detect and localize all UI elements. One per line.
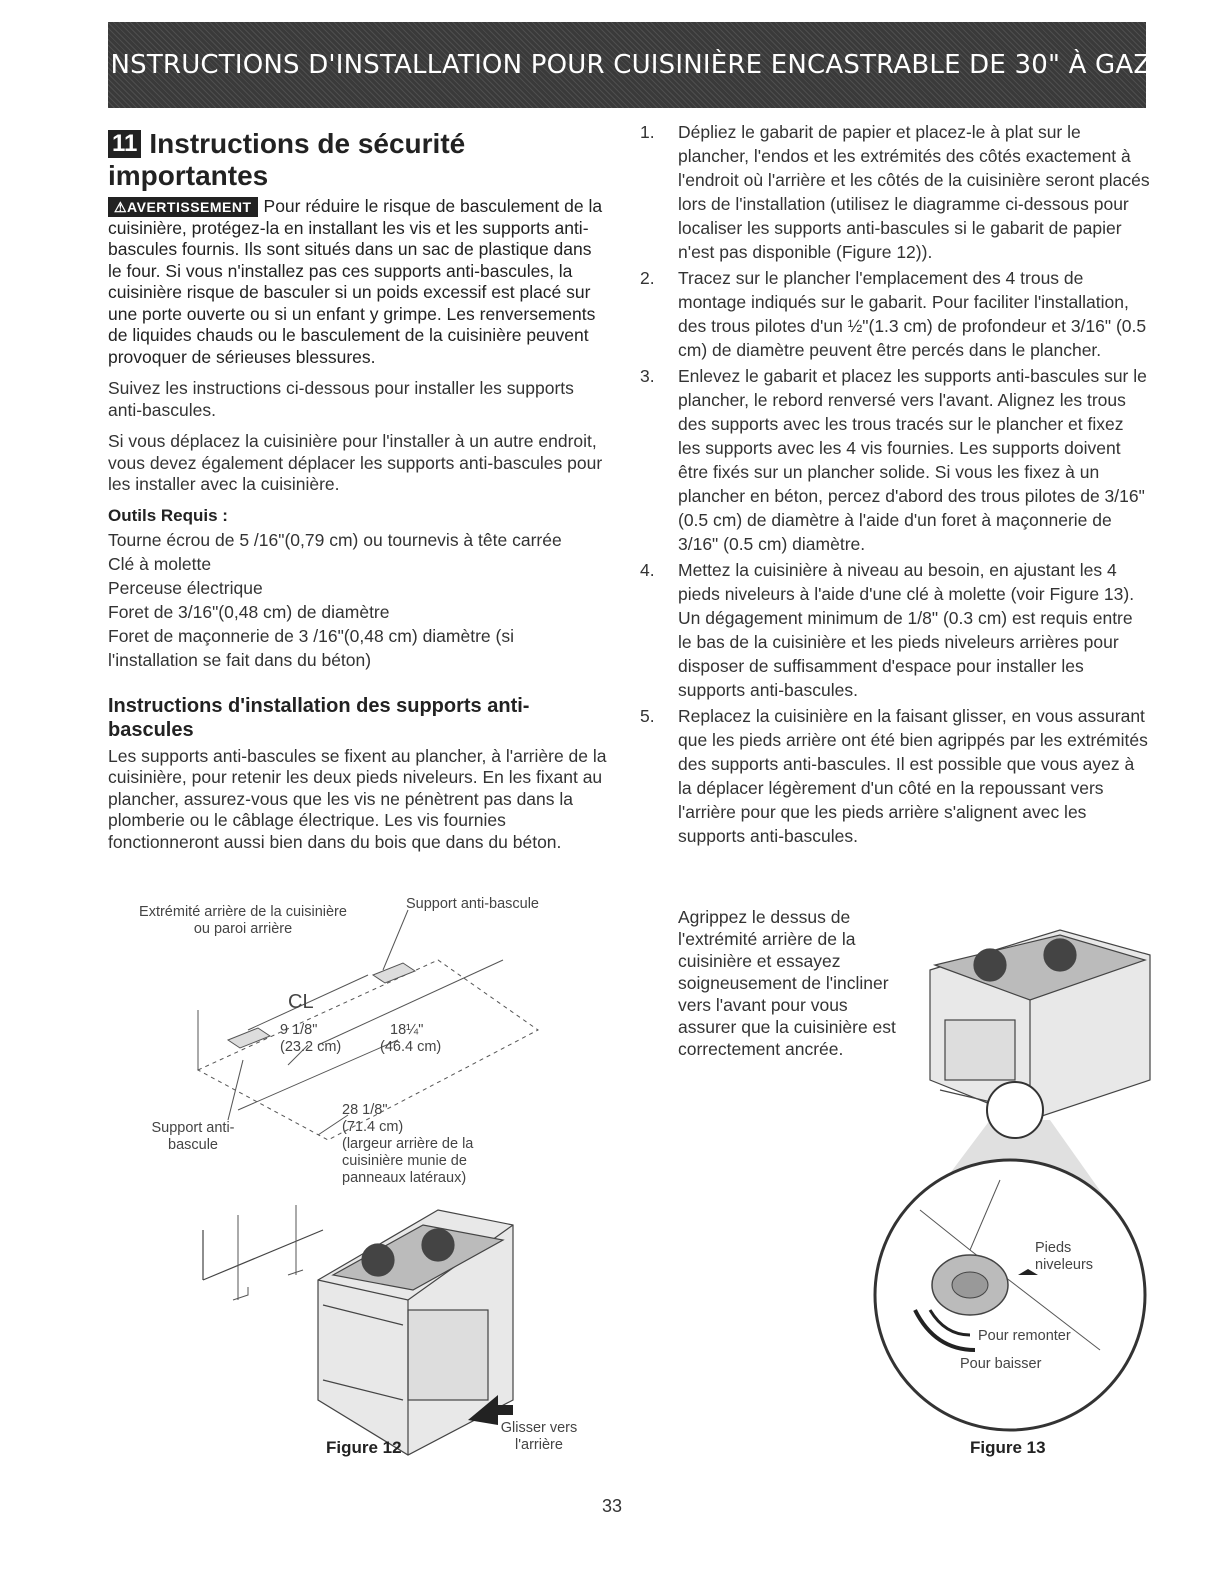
figure-12 [108, 880, 628, 1470]
label-slide: Glisser vers l'arrière [500, 1420, 578, 1453]
dim-1 [280, 1022, 341, 1056]
section-title-line1: Instructions de sécurité [149, 128, 466, 159]
label-up: Pour remonter [978, 1328, 1071, 1344]
steps-list [640, 120, 1150, 848]
warning-text: Pour réduire le risque de basculement de la cuisinière, protégez-la en installant les vis et les supports anti-bascules fournis. Ils sont situés dans un sac de plastique dans le four. Si vous n'installez pas ces supports anti-bascules, la cuisinière risque de basculer si un poids excessif est placé sur une porte ouverte ou si un enfant y grimpe. Les renversements de liquides chauds ou le basculement de la cuisinière peuvent provoquer de sérieuses blessures. [108, 196, 603, 367]
dim-2-in: 18¼" [390, 1022, 424, 1038]
label-down: Pour baisser [960, 1356, 1042, 1372]
dim-3 [342, 1102, 522, 1187]
left-column [108, 128, 608, 863]
dim-3-in: 28 1/8" [342, 1102, 388, 1118]
page-number: 33 [601, 1496, 623, 1516]
install-paragraph: Les supports anti-bascules se fixent au plancher, à l'arrière de la cuisinière, pour retenir les deux pieds niveleurs. En les fixant au plancher, assurez-vous que les vis ne pénètrent pas dans la plomberie ou le câblage électrique. Les vis fournies fonctionneront aussi bien dans du bois que dans du béton. [108, 745, 607, 852]
warning-paragraph [108, 196, 608, 368]
label-feet: Pieds niveleurs [1035, 1240, 1094, 1273]
tool-item: Foret de 3/16"(0,48 cm) de diamètre [108, 601, 390, 622]
tool-item: Tourne écrou de 5 /16"(0,79 cm) ou tournevis à tête carrée [108, 529, 562, 550]
intro-paragraph-1: Suivez les instructions ci-dessous pour installer les supports anti-bascules. [108, 378, 574, 420]
dim-1-in: 9 1/8" [280, 1022, 318, 1038]
page-banner [102, 22, 1152, 108]
list-item: 2. Tracez sur le plancher l'emplacement des 4 trous de montage indiqués sur le gabarit. Pour faciliter l'installation, des trous pilotes d'un ½"(1.3 cm) de profondeur et 3/16" (0.5 cm) de diamètre peuvent être percés dans le plancher. [640, 268, 1147, 360]
label-support-left: Support anti-bascule [151, 1120, 235, 1153]
figure-13-drawing [860, 910, 1160, 1470]
list-item: 1. Dépliez le gabarit de papier et placez-le à plat sur le plancher, l'endos et les extrémités des côtés exactement à l'endroit où l'arrière et les côtés de la cuisinière seront placés lors de l'installation (utilisez le diagramme ci-dessous pour localiser les supports anti-bascules si le gabarit de papier n'est pas disponible (Figure 12)). [640, 122, 1150, 262]
warning-badge: ⚠AVERTISSEMENT [108, 197, 258, 217]
tools-heading: Outils Requis : [108, 505, 228, 525]
list-item: 4. Mettez la cuisinière à niveau au besoin, en ajustant les 4 pieds niveleurs à l'aide d'une clé à molette (voir Figure 13). Un dégagement minimum de 1/8" (0.3 cm) est requis entre le bas de la cuisinière et les pieds niveleurs arrières pour disposer de suffisamment d'espace pour installer les supports anti-bascules. [640, 560, 1135, 700]
dim-3-cm: (71.4 cm) [342, 1119, 404, 1135]
section-number: 11 [108, 130, 141, 158]
dim-1-cm: (23.2 cm) [280, 1039, 342, 1055]
dim-2-cm: (46.4 cm) [380, 1039, 442, 1055]
figure-13 [860, 910, 1160, 1470]
figure-12-caption: Figure 12 [326, 1438, 402, 1457]
label-rear: Extrémité arrière de la cuisinière ou paroi arrière [139, 904, 347, 937]
tool-item: Foret de maçonnerie de 3 /16"(0,48 cm) diamètre (si l'installation se fait dans du béton) [108, 625, 514, 670]
intro-paragraph-2: Si vous déplacez la cuisinière pour l'installer à un autre endroit, vous devez également déplacer les supports anti-bascules pour les installer avec la cuisinière. [108, 431, 603, 494]
section-heading [108, 128, 608, 192]
tool-item: Perceuse électrique [108, 577, 263, 598]
right-column [640, 120, 1150, 850]
list-item: 5. Replacez la cuisinière en la faisant glisser, en vous assurant que les pieds arrière ont été bien agrippés par les extrémités des supports anti-bascules. Il est possible que vous ayez à la déplacer légèrement d'un côté en la repoussant vers l'arrière pour que les pieds arrière s'alignent avec les supports anti-bascules. [640, 706, 1148, 846]
dim-3-note: (largeur arrière de la cuisinière munie de panneaux latéraux) [342, 1136, 474, 1186]
grip-text: Agrippez le dessus de l'extrémité arrière de la cuisinière et essayez soigneusement de l'incliner vers l'avant pour vous assurer que la cuisinière est correctement ancrée. [678, 907, 896, 1059]
figure-13-caption: Figure 13 [970, 1438, 1046, 1457]
install-heading: Instructions d'installation des supports anti-bascules [108, 694, 530, 741]
label-support-top: Support anti-bascule [406, 896, 539, 912]
section-title-line2: importantes [108, 160, 269, 191]
label-cl: CL [288, 991, 314, 1013]
dim-2 [380, 1022, 441, 1056]
list-item: 3. Enlevez le gabarit et placez les supports anti-bascules sur le plancher, le rebord renversé vers l'avant. Alignez les trous des supports avec les trous tracés sur le plancher et fixez les supports avec les 4 vis fournies. Les supports doivent être fixés sur un plancher solide. Si vous les fixez à un plancher en béton, percez d'abord des trous pilotes de 3/16" (0.5 cm) de diamètre à l'aide d'un foret à maçonnerie de 3/16" (0.5 cm) diamètre. [640, 366, 1147, 554]
tool-item: Clé à molette [108, 553, 212, 574]
banner-title: INSTRUCTIONS D'INSTALLATION POUR CUISINIÈRE ENCASTRABLE DE 30" À GAZ [102, 50, 1152, 80]
